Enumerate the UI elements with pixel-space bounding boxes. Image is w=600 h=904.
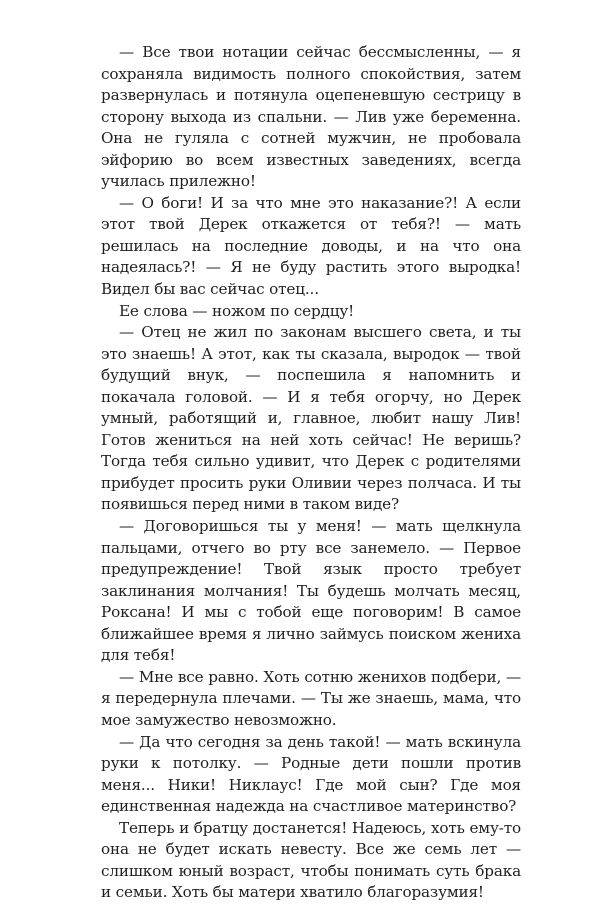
paragraph-8: Теперь и братцу достанется! Надеюсь, хоть ему-то она не будет искать невесту. Все же семь лет — слишком юный возраст, чтобы понимать суть брака и семьи. Хоть бы матери хватило благоразумия! xyxy=(101,818,521,902)
paragraph-1: — Все твои нотации сейчас бессмысленны, — я сохраняла видимость полного спокойствия, затем развернулась и потянула оцепеневшую сестрицу в сторону выхода из спальни. — Лив уже беременна. Она не гуляла с сотней мужчин, не пробовала эйфорию во всем известных заведениях, всегда училась прилежно! xyxy=(101,43,521,191)
page-text xyxy=(101,42,521,904)
paragraph-4: — Отец не жил по законам высшего света, и ты это знаешь! А этот, как ты сказала, выродок — твой будущий внук, — поспешила я напомнить и покачала головой. — И я тебя огорчу, но Дерек умный, работящий и, главное, любит нашу Лив! Готов жениться на ней хоть сейчас! Не веришь? Тогда тебя сильно удивит, что Дерек с родителями прибудет просить руки Оливии через полчаса. И ты появишься перед ними в таком виде? xyxy=(101,323,521,514)
paragraph-3: Ее слова — ножом по сердцу! xyxy=(119,301,355,320)
paragraph-5: — Договоришься ты у меня! — мать щелкнула пальцами, отчего во рту все занемело. — Первое предупреждение! Твой язык просто требует заклинания молчания! Ты будешь молчать месяц, Роксана! И мы с тобой еще поговорим! В самое ближайшее время я лично займусь поиском жениха для тебя! xyxy=(101,517,521,665)
paragraph-2: — О боги! И за что мне это наказание?! А если этот твой Дерек откажется от тебя?! — мать решилась на последние доводы, и на что она надеялась?! — Я не буду растить этого выродка! Видел бы вас сейчас отец... xyxy=(101,193,521,299)
paragraph-7: — Да что сегодня за день такой! — мать вскинула руки к потолку. — Родные дети пошли против меня... Ники! Никлаус! Где мой сын? Где моя единственная надежда на счастливое материнство? xyxy=(101,732,521,816)
paragraph-6: — Мне все равно. Хоть сотню женихов подбери, — я передернула плечами. — Ты же знаешь, мама, что мое замужество невозможно. xyxy=(101,667,521,729)
